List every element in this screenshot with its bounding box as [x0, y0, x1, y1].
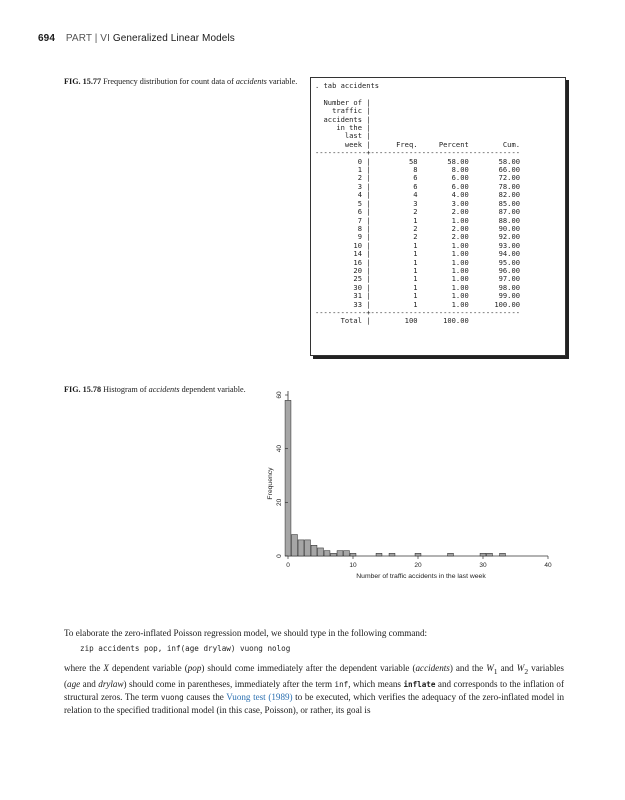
- histogram-bar: [415, 553, 421, 556]
- y-axis-label: Frequency: [267, 467, 274, 500]
- histogram-bar: [292, 535, 298, 556]
- x-tick-label: 40: [544, 562, 552, 569]
- histogram-bar: [344, 551, 350, 556]
- page-number: 694: [38, 33, 55, 44]
- y-tick-label: 40: [276, 445, 283, 453]
- vuong-test-citation-link[interactable]: Vuong test (1989): [226, 691, 293, 702]
- y-tick-label: 60: [276, 391, 283, 399]
- stata-output-text: . tab accidents Number of | traffic | accidents | in the | last | week | Freq. Percent Cum. ------------+----------------------------------- 0 | 58 58.00 58.00 1 | 8 8.00 66.00 2 | 6 6.00 72.00 3 | 6 6.00 78.00 4 | 4 4.00 82.00 5 | 3 3.00 85.00 6 | 2 2.00 87.00 7 | 1 1.00 88.00 8 | 2 2.00 90.00 9 | 2 2.00 92.00 10 | 1 1.00 93.00 14 | 1 1.00 94.00 16 | 1 1.00 95.00 20 | 1 1.00 96.00 25 | 1 1.00 97.00 30 | 1 1.00 98.00 31 | 1 1.00 99.00 33 | 1 1.00 100.00 ------------+----------------------------------- Total | 100 100.00: [315, 81, 520, 326]
- x-axis-label: Number of traffic accidents in the last week: [356, 573, 486, 580]
- x-tick-label: 20: [414, 562, 422, 569]
- y-tick-label: 0: [276, 554, 283, 558]
- zip-command: zip accidents pop, inf(age drylaw) vuong nolog: [80, 644, 291, 653]
- running-header: [38, 33, 235, 44]
- x-tick-label: 30: [479, 562, 487, 569]
- histogram-bar: [500, 553, 506, 556]
- histogram-bar: [311, 545, 317, 556]
- histogram-bar: [487, 553, 493, 556]
- caption-text: Frequency distribution for count data of: [103, 77, 236, 86]
- caption-text: Histogram of: [103, 385, 149, 394]
- caption-variable: accidents: [148, 385, 180, 394]
- histogram-bar: [376, 553, 382, 556]
- part-label: PART | VI: [65, 33, 110, 44]
- intro-paragraph: To elaborate the zero-inflated Poisson regression model, we should type in the following command:: [64, 628, 428, 638]
- histogram-bar: [298, 540, 304, 556]
- figure-label: FIG. 15.77: [64, 77, 102, 86]
- caption-text-end: dependent variable.: [179, 385, 246, 394]
- chapter-title: Generalized Linear Models: [112, 33, 235, 44]
- caption-variable: accidents: [235, 77, 267, 86]
- figure-label: FIG. 15.78: [64, 385, 102, 394]
- y-tick-label: 20: [276, 498, 283, 506]
- histogram-bar: [285, 400, 291, 556]
- histogram-bar: [448, 553, 454, 556]
- x-tick-label: 10: [349, 562, 357, 569]
- histogram-bar: [480, 553, 486, 556]
- explanation-paragraph: where the X dependent variable (pop) should come immediately after the dependent variable (accidents) and the $W_1$ and $W_2$ variables (age and drylaw) should come in parentheses, immediately after the term inf, which means inflate and corresponds to the inflation of structural zeros. The term vuong causes the Vuong test (1989) to be executed, which verifies the adequacy of the zero-inflated model in relation to the specified traditional model (in this case, Poisson), or rather, its goal is: [64, 663, 565, 715]
- histogram-bar: [331, 553, 337, 556]
- x-tick-label: 0: [286, 562, 290, 569]
- caption-text-end: variable.: [266, 77, 298, 86]
- figure-15-77-caption: [64, 77, 300, 87]
- histogram-bar: [337, 551, 343, 556]
- figure-15-78-caption: [64, 385, 264, 395]
- histogram-bar: [324, 551, 330, 556]
- histogram-bar: [305, 540, 311, 556]
- stata-output-box: [310, 77, 566, 356]
- histogram-bar: [318, 548, 324, 556]
- histogram-chart: [260, 385, 560, 585]
- histogram-bar: [350, 553, 356, 556]
- histogram-bar: [389, 553, 395, 556]
